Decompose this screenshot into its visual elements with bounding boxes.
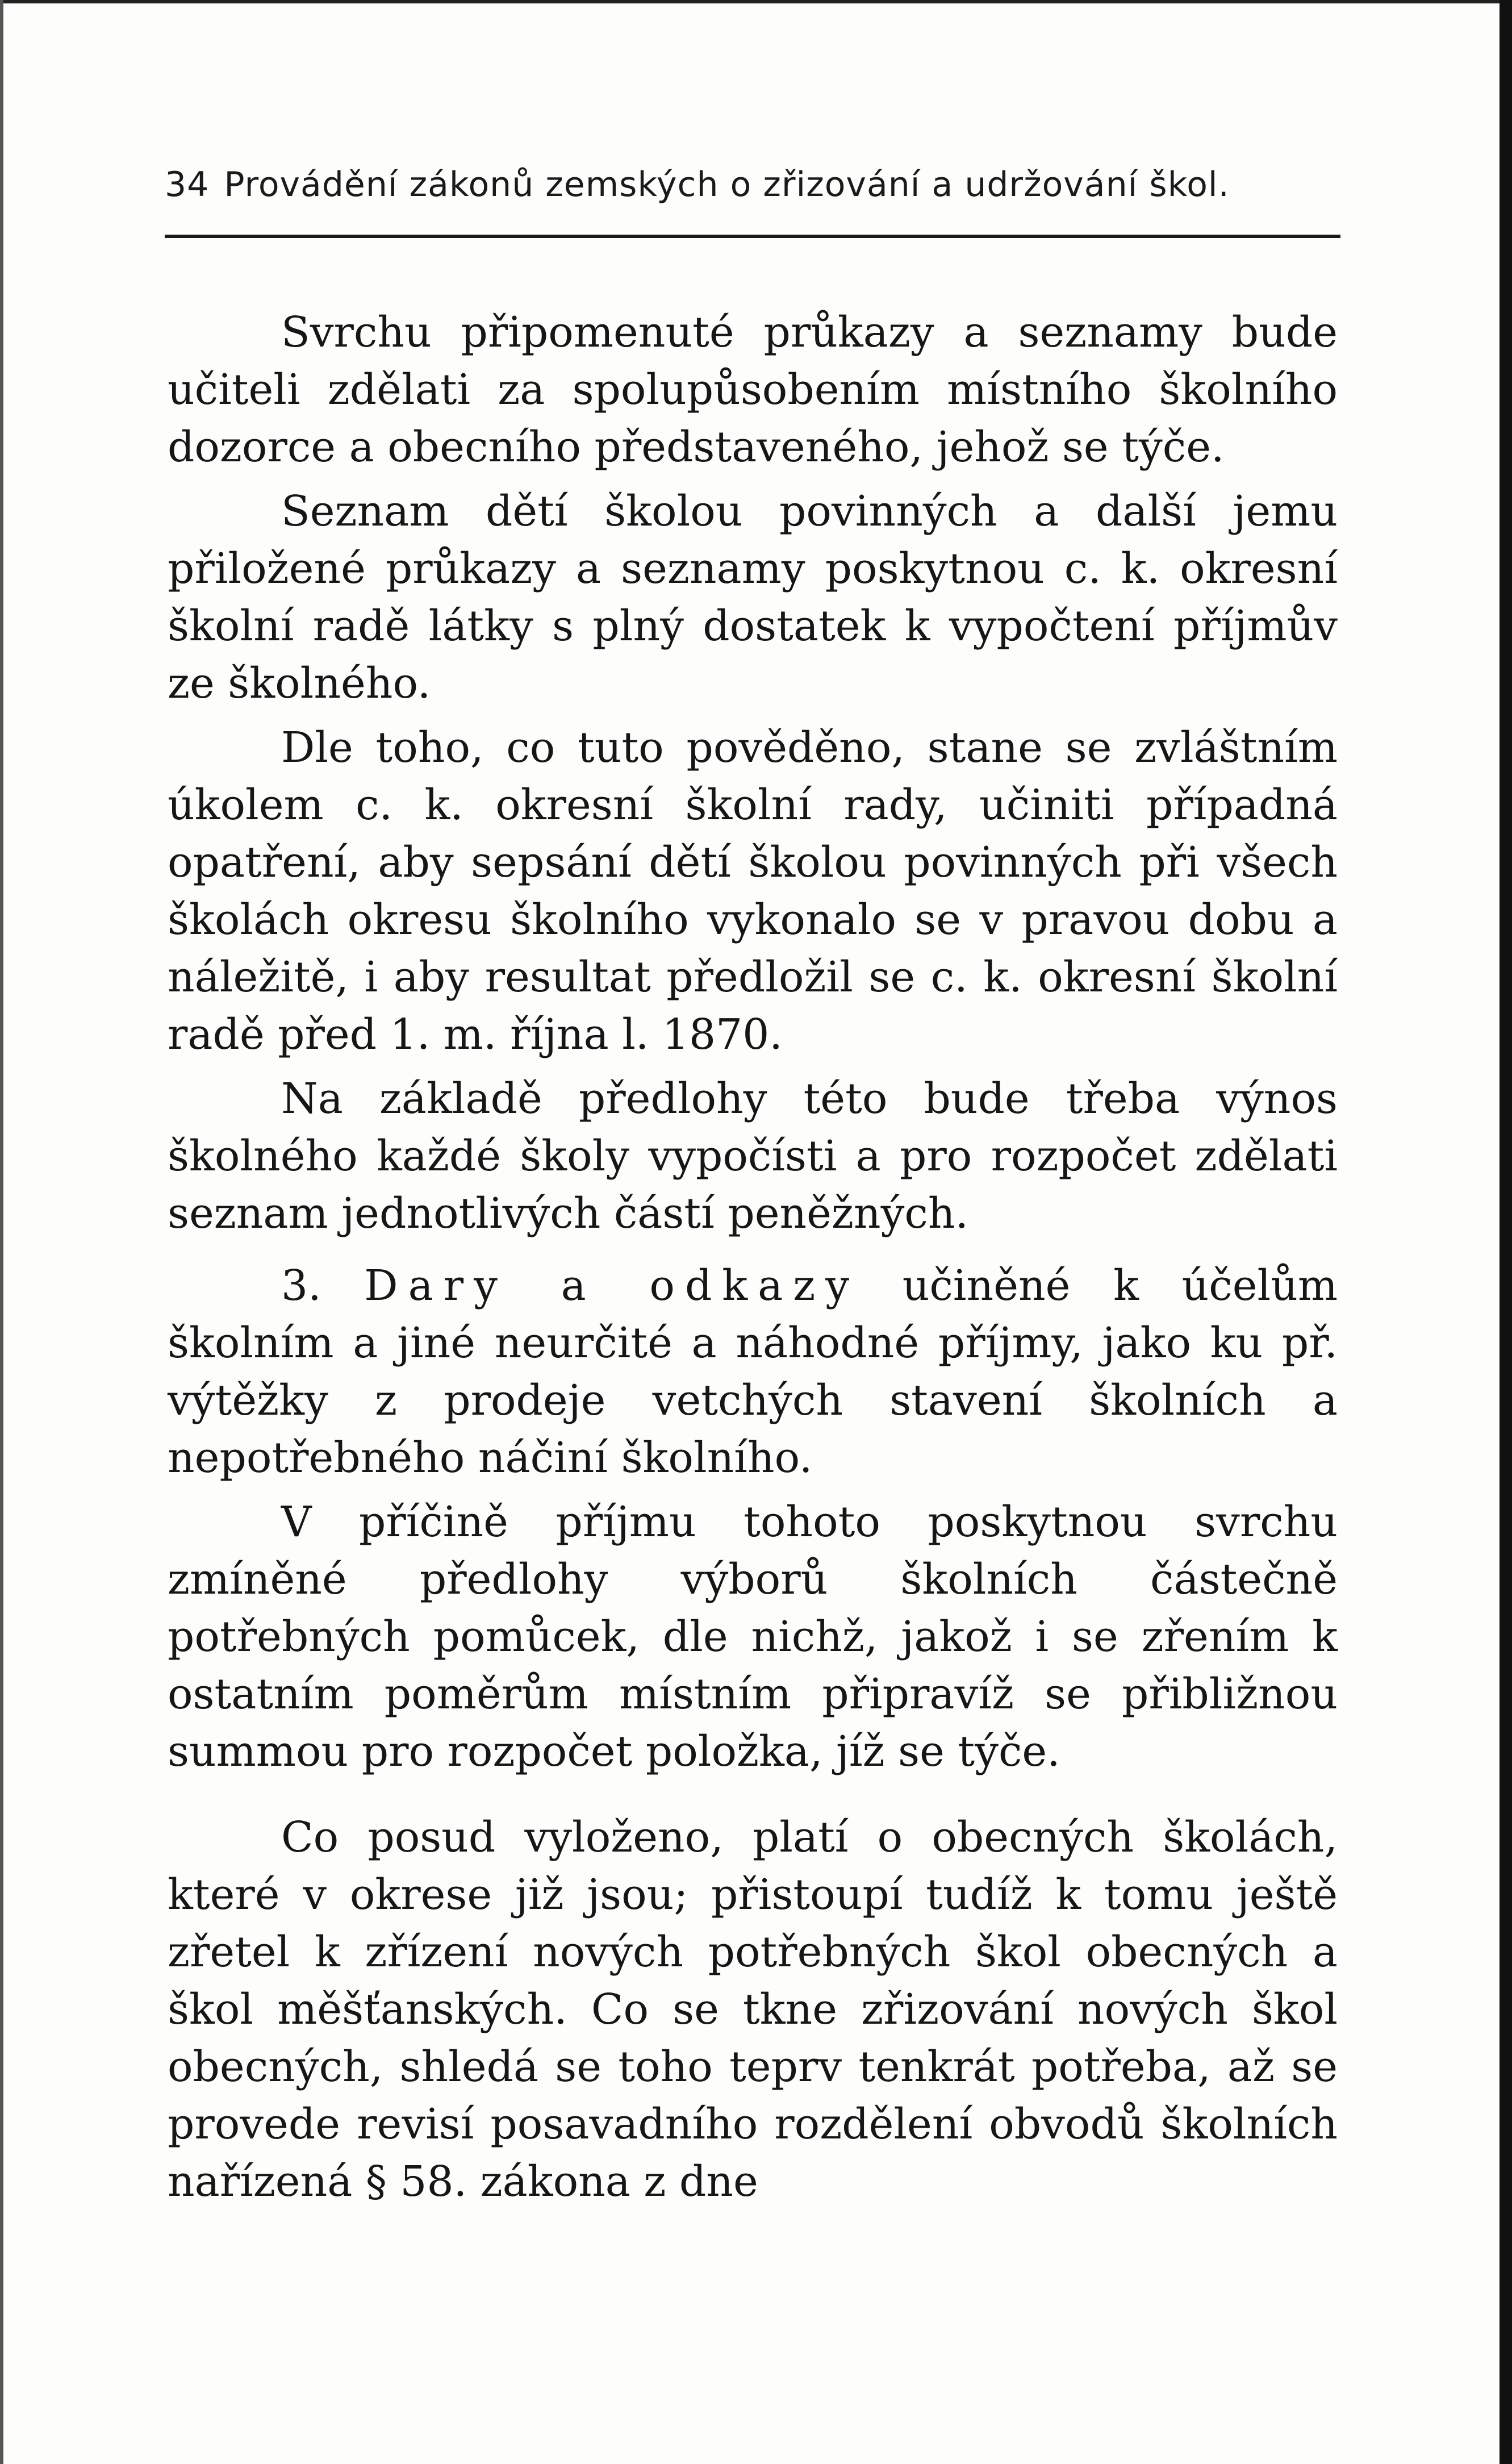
running-title: Provádění zákonů zemských o zřizování a udržování škol. [224,165,1230,205]
section-3-text: učiněné k účelům školním a jiné neurčité a náhodné příjmy, jako ku př. výtěžky z prodeje vetchých stavení školních a nepotřebného náčiní školního. [168,1261,1338,1482]
paragraph-2: Seznam dětí školou povinných a další jemu přiložené průkazy a seznamy poskytnou c. k. okresní školní radě látky s plný dostatek k vypočtení příjmův ze školného. [168,487,1338,708]
page-number: 34 [165,165,210,205]
paragraph-4: Na základě předlohy této bude třeba výnos školného každé školy vypočísti a pro rozpočet zdělati seznam jednotlivých částí peněžných. [168,1074,1338,1238]
body-text [168,304,1338,2211]
section-3-heading: Dary a odkazy [364,1261,860,1310]
paragraph-6: Co posud vyloženo, platí o obecných školách, které v okrese již jsou; přistoupí tudíž k tomu ještě zřetel k zřízení nových potřebných škol obecných a škol měšťanských. Co se tkne zřizování nových škol obecných, shledá se toho teprv tenkrát potřeba, až se provede revisí posavadního rozdělení obvodů školních nařízená § 58. zákona z dne [168,1813,1338,2206]
paragraph-5: V příčině příjmu tohoto poskytnou svrchu zmíněné předlohy výborů školních částečně potřebných pomůcek, dle nichž, jakož i se zřením k ostatním poměrům místním připravíž se přibližnou summou pro rozpočet položka, jíž se týče. [168,1498,1338,1776]
header-rule [165,235,1340,238]
section-3-number: 3. [281,1261,321,1310]
section-3-paragraph [168,1257,1338,1487]
scan-edge-top [0,0,1512,3]
running-header [165,165,1346,205]
scan-edge-right [1500,0,1512,2464]
paragraph-1: Svrchu připomenuté průkazy a seznamy bude učiteli zdělati za spolupůsobením místního školního dozorce a obecního představeného, jehož se týče. [168,308,1338,472]
scan-edge-left [0,0,3,2464]
paragraph-3: Dle toho, co tuto pověděno, stane se zvláštním úkolem c. k. okresní školní rady, učiniti případná opatření, aby sepsání dětí školou povinných při všech školách okresu školního vykonalo se v pravou dobu a náležitě, i aby resultat předložil se c. k. okresní školní radě před 1. m. října l. 1870. [168,723,1338,1059]
